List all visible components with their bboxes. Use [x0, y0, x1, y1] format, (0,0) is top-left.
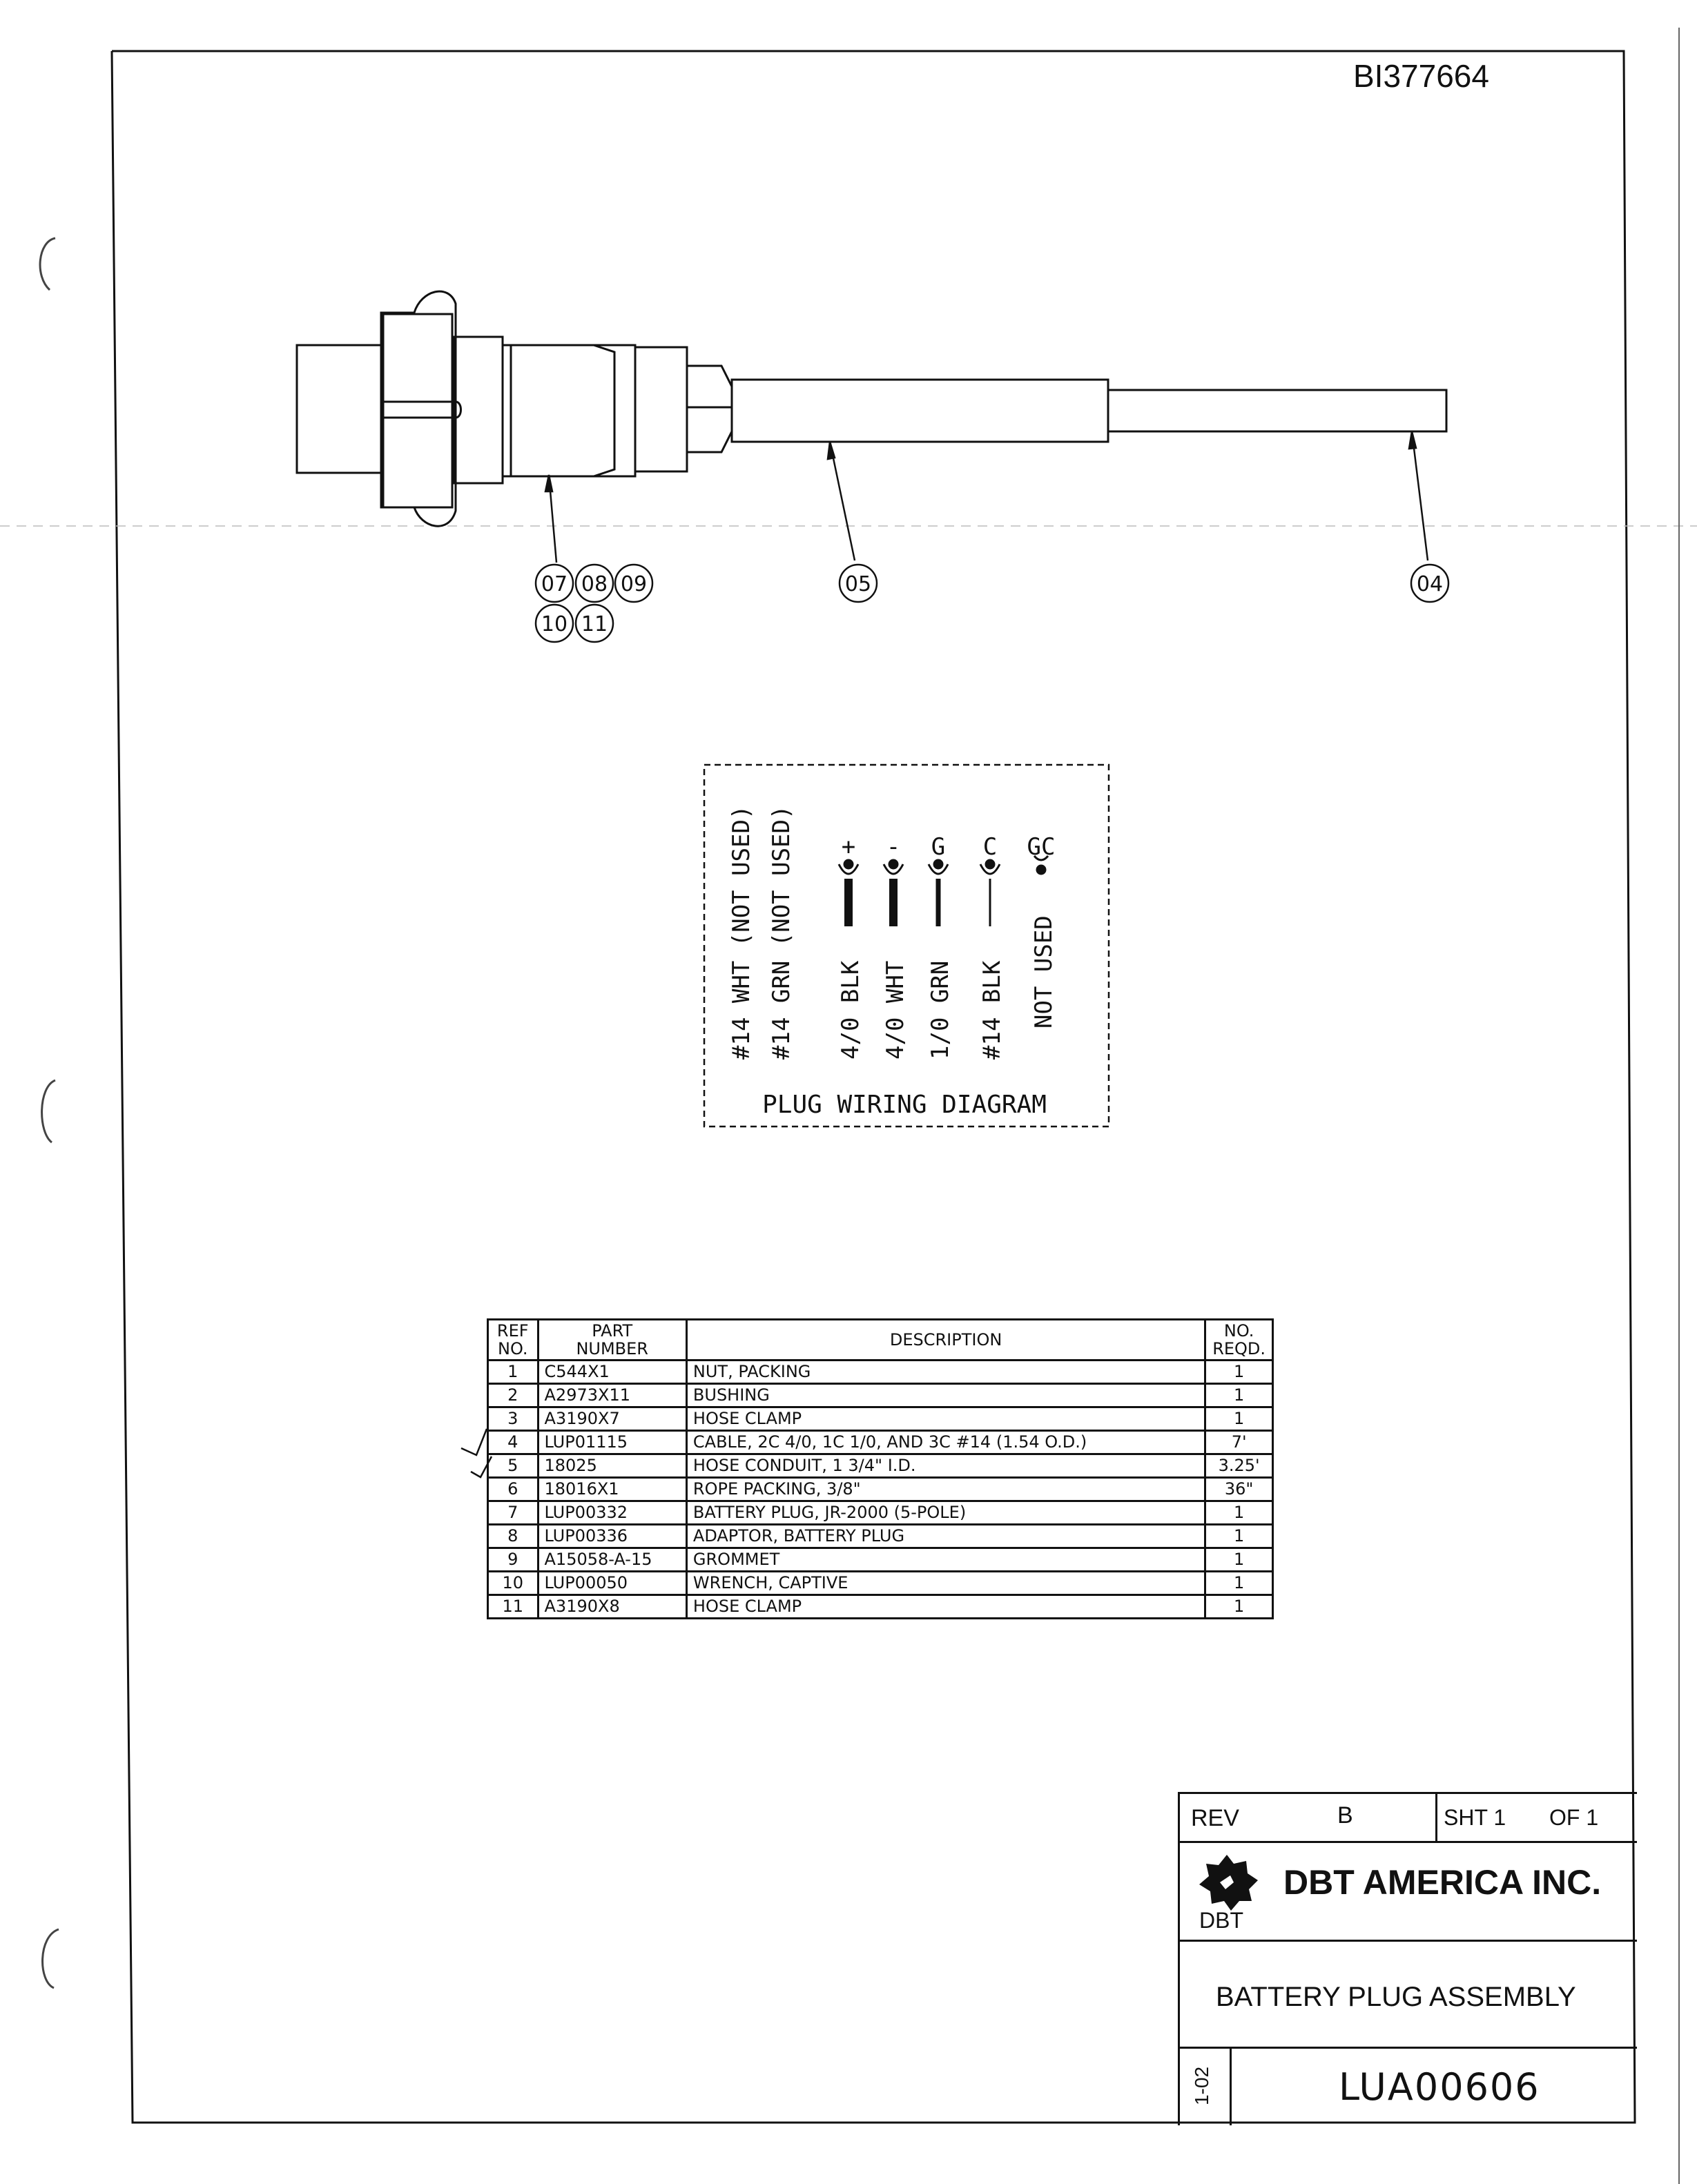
wire-label-1-0-grn: 1/0 GRN [927, 960, 954, 1060]
pin-label-g: G [931, 833, 946, 861]
description-cell: BUSHING [686, 1384, 1205, 1407]
title-block-number-row [1180, 2049, 1637, 2125]
pin-label-plus: + [841, 833, 856, 861]
part-number-cell: A3190X7 [538, 1407, 686, 1431]
qty-cell: 1 [1205, 1501, 1273, 1525]
description-cell: ADAPTOR, BATTERY PLUG [686, 1525, 1205, 1548]
header-ref-no: REF NO. [488, 1320, 539, 1361]
balloon-10-label: 10 [541, 612, 568, 636]
qty-cell: 1 [1205, 1361, 1273, 1384]
part-number-cell: A15058-A-15 [538, 1548, 686, 1572]
plug-latch [383, 402, 461, 418]
pin-label-minus: - [886, 833, 901, 861]
cable [1108, 390, 1446, 431]
table-row [488, 1548, 1273, 1572]
table-row [488, 1454, 1273, 1478]
ref-no-cell: 8 [488, 1525, 539, 1548]
table-row [488, 1572, 1273, 1595]
balloon-08-label: 08 [581, 572, 608, 596]
terminal-c-dot [986, 860, 994, 868]
check-mark-row-4 [461, 1429, 487, 1455]
rev-label: REV [1191, 1805, 1239, 1831]
wire-label-4-0-blk: 4/0 BLK [837, 960, 864, 1060]
part-number-cell: LUP01115 [538, 1431, 686, 1454]
plug-body [297, 345, 381, 473]
leader-conduit-arrow [828, 442, 835, 459]
balloon-04-label: 04 [1416, 572, 1444, 596]
qty-cell: 1 [1205, 1572, 1273, 1595]
title-block-company-row [1180, 1843, 1637, 1942]
qty-cell: 1 [1205, 1384, 1273, 1407]
leader-lines [545, 431, 1428, 563]
part-number-cell: LUP00336 [538, 1525, 686, 1548]
description-cell: CABLE, 2C 4/0, 1C 1/0, AND 3C #14 (1.54 O.D.) [686, 1431, 1205, 1454]
description-cell: BATTERY PLUG, JR-2000 (5-POLE) [686, 1501, 1205, 1525]
pin-label-gc: GC [1027, 833, 1056, 861]
leader-cable [1412, 431, 1428, 560]
qty-cell: 7' [1205, 1431, 1273, 1454]
parts-table-header [488, 1320, 1273, 1361]
title-block [1178, 1792, 1637, 2125]
balloon-05-label: 05 [844, 572, 872, 596]
rev-value: B [1337, 1802, 1353, 1829]
adaptor-taper [594, 345, 614, 476]
terminal-gc-dot [1037, 866, 1045, 874]
hose-conduit [732, 380, 1108, 442]
ref-no-cell: 9 [488, 1548, 539, 1572]
ref-no-cell: 1 [488, 1361, 539, 1384]
header-part-number: PART NUMBER [538, 1320, 686, 1361]
description-cell: ROPE PACKING, 3/8" [686, 1478, 1205, 1501]
description-cell: WRENCH, CAPTIVE [686, 1572, 1205, 1595]
date-divider [1230, 2049, 1232, 2125]
ref-no-cell: 3 [488, 1407, 539, 1431]
header-description: DESCRIPTION [686, 1320, 1205, 1361]
punch-hole-bottom [43, 1929, 59, 1988]
wire-label-4-0-wht: 4/0 WHT [882, 960, 909, 1060]
header-no-reqd: NO. REQD. [1205, 1320, 1273, 1361]
qty-cell: 1 [1205, 1548, 1273, 1572]
wire-label-wht-not-used: #14 WHT (NOT USED) [728, 805, 755, 1060]
table-row [488, 1501, 1273, 1525]
dbt-logo-icon [1192, 1851, 1261, 1913]
ref-no-cell: 10 [488, 1572, 539, 1595]
document-id: BI377664 [1353, 58, 1489, 94]
ref-no-cell: 11 [488, 1595, 539, 1619]
balloon-07-label: 07 [541, 572, 568, 596]
qty-cell: 1 [1205, 1595, 1273, 1619]
drawing-number: LUA00606 [1339, 2065, 1540, 2109]
balloon-09-label: 09 [620, 572, 648, 596]
parts-table [487, 1318, 1274, 1619]
punch-hole-middle [42, 1080, 55, 1142]
balloon-11-label: 11 [581, 612, 608, 636]
logo-text: DBT [1199, 1908, 1243, 1933]
battery-plug-assembly-view [297, 291, 1446, 526]
ref-no-cell: 5 [488, 1454, 539, 1478]
terminal-g-dot [934, 860, 942, 868]
terminal-minus-dot [889, 860, 898, 868]
wire-label-14-blk: #14 BLK [978, 960, 1006, 1060]
terminal-plus-dot [844, 860, 853, 868]
qty-cell: 1 [1205, 1525, 1273, 1548]
wire-label-gc-not-used: NOT USED [1030, 915, 1058, 1028]
leader-conduit [830, 442, 855, 560]
description-cell: NUT, PACKING [686, 1361, 1205, 1384]
description-cell: GROMMET [686, 1548, 1205, 1572]
company-name: DBT AMERICA INC. [1283, 1863, 1602, 1902]
packing-nut [635, 347, 687, 471]
table-row [488, 1525, 1273, 1548]
part-number-cell: LUP00050 [538, 1572, 686, 1595]
ref-no-cell: 6 [488, 1478, 539, 1501]
item-balloons [536, 565, 1448, 642]
wiring-diagram-title: PLUG WIRING DIAGRAM [762, 1091, 1047, 1119]
qty-cell: 3.25' [1205, 1454, 1273, 1478]
table-row [488, 1431, 1273, 1454]
table-row [488, 1478, 1273, 1501]
description-cell: HOSE CONDUIT, 1 3/4" I.D. [686, 1454, 1205, 1478]
part-number-cell: A2973X11 [538, 1384, 686, 1407]
table-row [488, 1407, 1273, 1431]
table-row [488, 1595, 1273, 1619]
sheet-number: SHT 1 [1444, 1805, 1506, 1830]
qty-cell: 1 [1205, 1407, 1273, 1431]
table-row [488, 1361, 1273, 1384]
pin-label-c: C [982, 833, 998, 861]
title-block-rev-row [1180, 1794, 1637, 1843]
sheet-count: OF 1 [1549, 1805, 1599, 1830]
drawing-title: BATTERY PLUG ASSEMBLY [1216, 1982, 1576, 2012]
drawing-date: 1-02 [1191, 2066, 1213, 2106]
leader-cable-arrow [1409, 431, 1416, 449]
sheet-divider [1435, 1794, 1437, 1841]
table-row [488, 1384, 1273, 1407]
description-cell: HOSE CLAMP [686, 1595, 1205, 1619]
ref-no-cell: 7 [488, 1501, 539, 1525]
wire-label-grn-not-used: #14 GRN (NOT USED) [768, 805, 795, 1060]
plug-flange [383, 314, 452, 507]
title-block-title-row [1180, 1942, 1637, 2049]
leader-hardware-arrow [545, 475, 552, 491]
plug-wiring-diagram [704, 765, 1109, 1127]
punch-hole-top [40, 238, 55, 290]
qty-cell: 36" [1205, 1478, 1273, 1501]
description-cell: HOSE CLAMP [686, 1407, 1205, 1431]
ref-no-cell: 2 [488, 1384, 539, 1407]
captive-wrench [381, 291, 456, 526]
part-number-cell: A3190X8 [538, 1595, 686, 1619]
part-number-cell: C544X1 [538, 1361, 686, 1384]
ref-no-cell: 4 [488, 1431, 539, 1454]
part-number-cell: 18016X1 [538, 1478, 686, 1501]
bushing [687, 366, 732, 452]
part-number-cell: 18025 [538, 1454, 686, 1478]
part-number-cell: LUP00332 [538, 1501, 686, 1525]
